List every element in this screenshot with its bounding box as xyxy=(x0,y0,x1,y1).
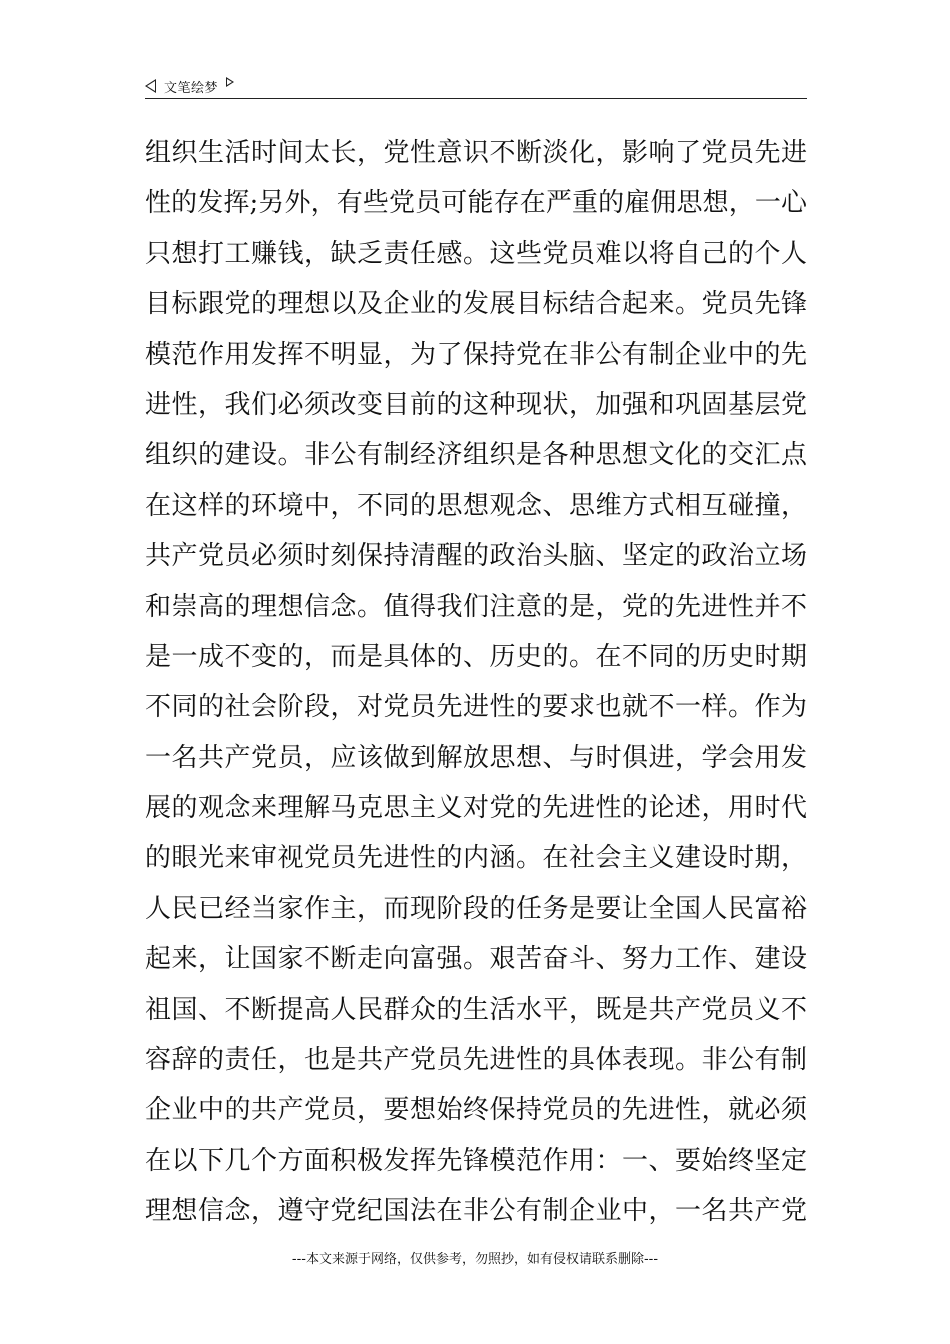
text-line: 组织的建设。非公有制经济组织是各种思想文化的交汇点 xyxy=(145,440,807,471)
text-line: 的眼光来审视党员先进性的内涵。在社会主义建设时期， xyxy=(145,843,807,874)
text-line: 组织生活时间太长，党性意识不断淡化，影响了党员先进 xyxy=(145,138,807,168)
text-line: 不同的社会阶段，对党员先进性的要求也就不一样。作为 xyxy=(145,692,807,723)
text-line: 共产党员必须时刻保持清醒的政治头脑、坚定的政治立场 xyxy=(145,541,807,572)
text-line: 是一成不变的，而是具体的、历史的。在不同的历史时期 xyxy=(145,641,807,672)
text-line: 在这样的环境中，不同的思想观念、思维方式相互碰撞， xyxy=(145,490,807,521)
text-line: 祖国、不断提高人民群众的生活水平，既是共产党员义不 xyxy=(145,994,807,1025)
text-line: 起来，让国家不断走向富强。艰苦奋斗、努力工作、建设 xyxy=(145,944,807,975)
text-line: 和崇高的理想信念。值得我们注意的是，党的先进性并不 xyxy=(145,591,807,622)
text-line: 展的观念来理解马克思主义对党的先进性的论述，用时代 xyxy=(145,793,807,824)
text-line: 容辞的责任，也是共产党员先进性的具体表现。非公有制 xyxy=(145,1045,807,1076)
text-line: 进性，我们必须改变目前的这种现状，加强和巩固基层党 xyxy=(145,389,807,420)
footer-disclaimer: ---本文来源于网络，仅供参考，勿照抄，如有侵权请联系删除--- xyxy=(291,1252,659,1267)
triangle-right-icon xyxy=(226,77,234,87)
text-line: 理想信念，遵守党纪国法在非公有制企业中，一名共产党 xyxy=(145,1196,807,1227)
text-line: 只想打工赚钱，缺乏责任感。这些党员难以将自己的个人 xyxy=(145,238,807,269)
header-brand: 文笔绘梦 xyxy=(164,80,219,96)
text-line: 一名共产党员，应该做到解放思想、与时俱进，学会用发 xyxy=(145,742,807,773)
triangle-left-icon xyxy=(145,79,156,93)
document-body xyxy=(145,128,807,1237)
page-header xyxy=(145,74,807,99)
text-line: 目标跟党的理想以及企业的发展目标结合起来。党员先锋 xyxy=(145,289,807,320)
text-line: 性的发挥;另外，有些党员可能存在严重的雇佣思想，一心 xyxy=(145,188,807,219)
text-line: 模范作用发挥不明显，为了保持党在非公有制企业中的先 xyxy=(145,339,807,370)
text-line: 人民已经当家作主，而现阶段的任务是要让全国人民富裕 xyxy=(145,893,807,924)
text-line: 在以下几个方面积极发挥先锋模范作用：一、要始终坚定 xyxy=(145,1145,807,1176)
text-line: 企业中的共产党员，要想始终保持党员的先进性，就必须 xyxy=(145,1095,807,1126)
